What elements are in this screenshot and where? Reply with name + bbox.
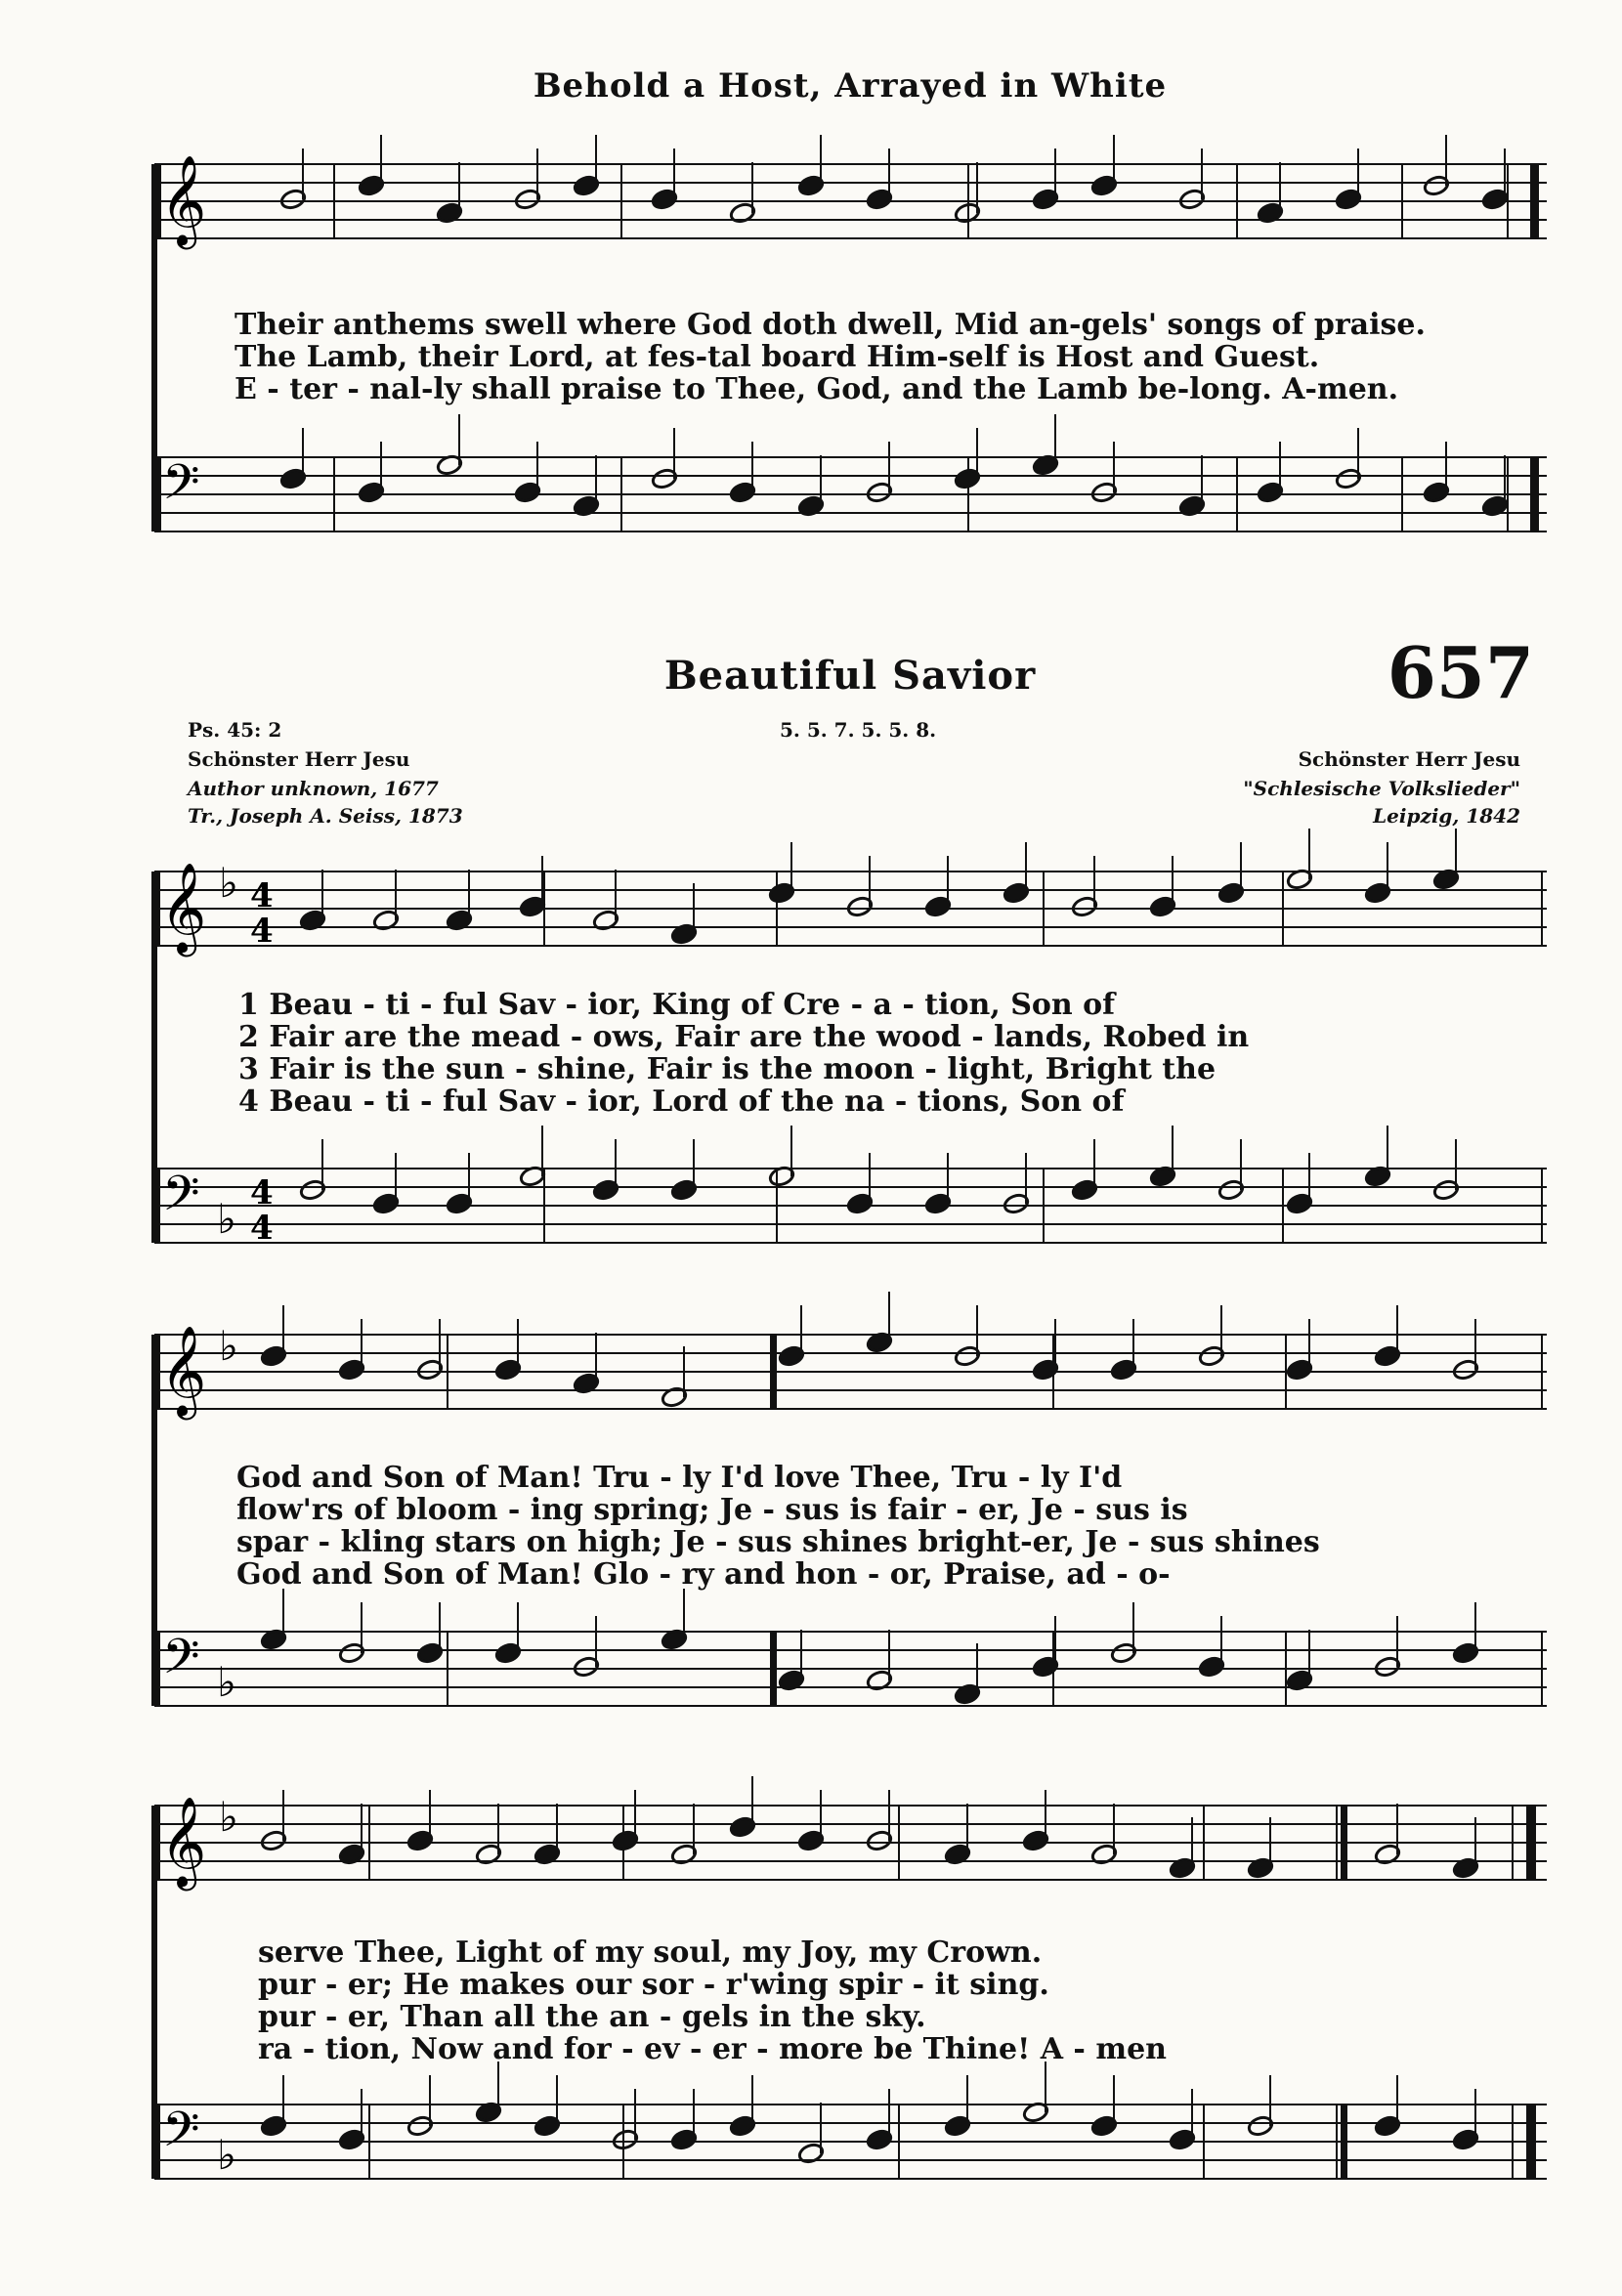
system2-verse-3: spar - kling stars on high; Je - sus shines bright-er, Je - sus shines: [236, 1525, 1320, 1559]
svg-text:♭: ♭: [219, 859, 238, 907]
prev-hymn-title: Behold a Host, Arrayed in White: [533, 66, 1168, 106]
system2-verse-4: God and Son of Man! Glo - ry and hon - or, Praise, ad - o-: [236, 1557, 1171, 1592]
svg-text:𝄞: 𝄞: [160, 154, 207, 245]
system3-verse-2: pur - er; He makes our sor - r'wing spir - it sing.: [258, 1968, 1049, 2002]
svg-text:𝄢: 𝄢: [162, 2102, 200, 2170]
system2-verse-2: flow'rs of bloom - ing spring; Je - sus is fair - er, Je - sus is: [236, 1493, 1188, 1527]
svg-text:♭: ♭: [217, 2131, 236, 2179]
tune-place: Leipzig, 1842: [1373, 804, 1520, 828]
svg-text:4: 4: [250, 1173, 274, 1212]
svg-text:4: 4: [250, 1209, 274, 1248]
svg-text:4: 4: [250, 912, 274, 951]
svg-text:♭: ♭: [219, 1793, 238, 1841]
svg-text:♭: ♭: [219, 1322, 238, 1370]
text-translator: Tr., Joseph A. Seiss, 1873: [188, 804, 463, 828]
svg-text:𝄞: 𝄞: [160, 1325, 207, 1416]
svg-text:𝄢: 𝄢: [162, 454, 200, 523]
text-title: Schönster Herr Jesu: [188, 747, 410, 771]
hymn-title: Beautiful Savior: [663, 653, 1037, 699]
system1-verse-2: 2 Fair are the mead - ows, Fair are the wood - lands, Robed in: [238, 1020, 1250, 1054]
system3-verse-3: pur - er, Than all the an - gels in the sky.: [258, 2000, 926, 2034]
svg-text:𝄞: 𝄞: [160, 1796, 207, 1887]
svg-text:𝄢: 𝄢: [162, 1629, 200, 1697]
svg-text:𝄢: 𝄢: [162, 1166, 200, 1234]
svg-text:♭: ♭: [217, 1658, 236, 1706]
hymn-number: 657: [1387, 631, 1534, 714]
meter: 5. 5. 7. 5. 5. 8.: [780, 718, 937, 742]
scripture-ref: Ps. 45: 2: [188, 718, 282, 742]
system1-verse-3: 3 Fair is the sun - shine, Fair is the moon - light, Bright the: [238, 1052, 1216, 1086]
system1-verse-4: 4 Beau - ti - ful Sav - ior, Lord of the na - tions, Son of: [238, 1084, 1125, 1119]
system3-verse-1: serve Thee, Light of my soul, my Joy, my Crown.: [258, 1935, 1043, 1970]
svg-text:𝄞: 𝄞: [160, 862, 207, 953]
tune-source: "Schlesische Volkslieder": [1243, 777, 1520, 800]
prev-lyric-line-1: Their anthems swell where God doth dwell, Mid an-gels' songs of praise.: [235, 308, 1426, 342]
tune-name: Schönster Herr Jesu: [1298, 747, 1520, 771]
system2-verse-1: God and Son of Man! Tru - ly I'd love Thee, Tru - ly I'd: [236, 1461, 1123, 1495]
svg-text:♭: ♭: [217, 1195, 236, 1243]
text-author: Author unknown, 1677: [188, 777, 439, 800]
system1-verse-1: 1 Beau - ti - ful Sav - ior, King of Cre - a - tion, Son of: [238, 988, 1116, 1022]
system3-verse-4: ra - tion, Now and for - ev - er - more be Thine! A - men: [258, 2032, 1167, 2066]
prev-lyric-line-2: The Lamb, their Lord, at fes-tal board Him-self is Host and Guest.: [235, 340, 1320, 374]
prev-lyric-line-3: E - ter - nal-ly shall praise to Thee, God, and the Lamb be-long. A-men.: [235, 372, 1399, 406]
svg-text:4: 4: [250, 876, 274, 915]
